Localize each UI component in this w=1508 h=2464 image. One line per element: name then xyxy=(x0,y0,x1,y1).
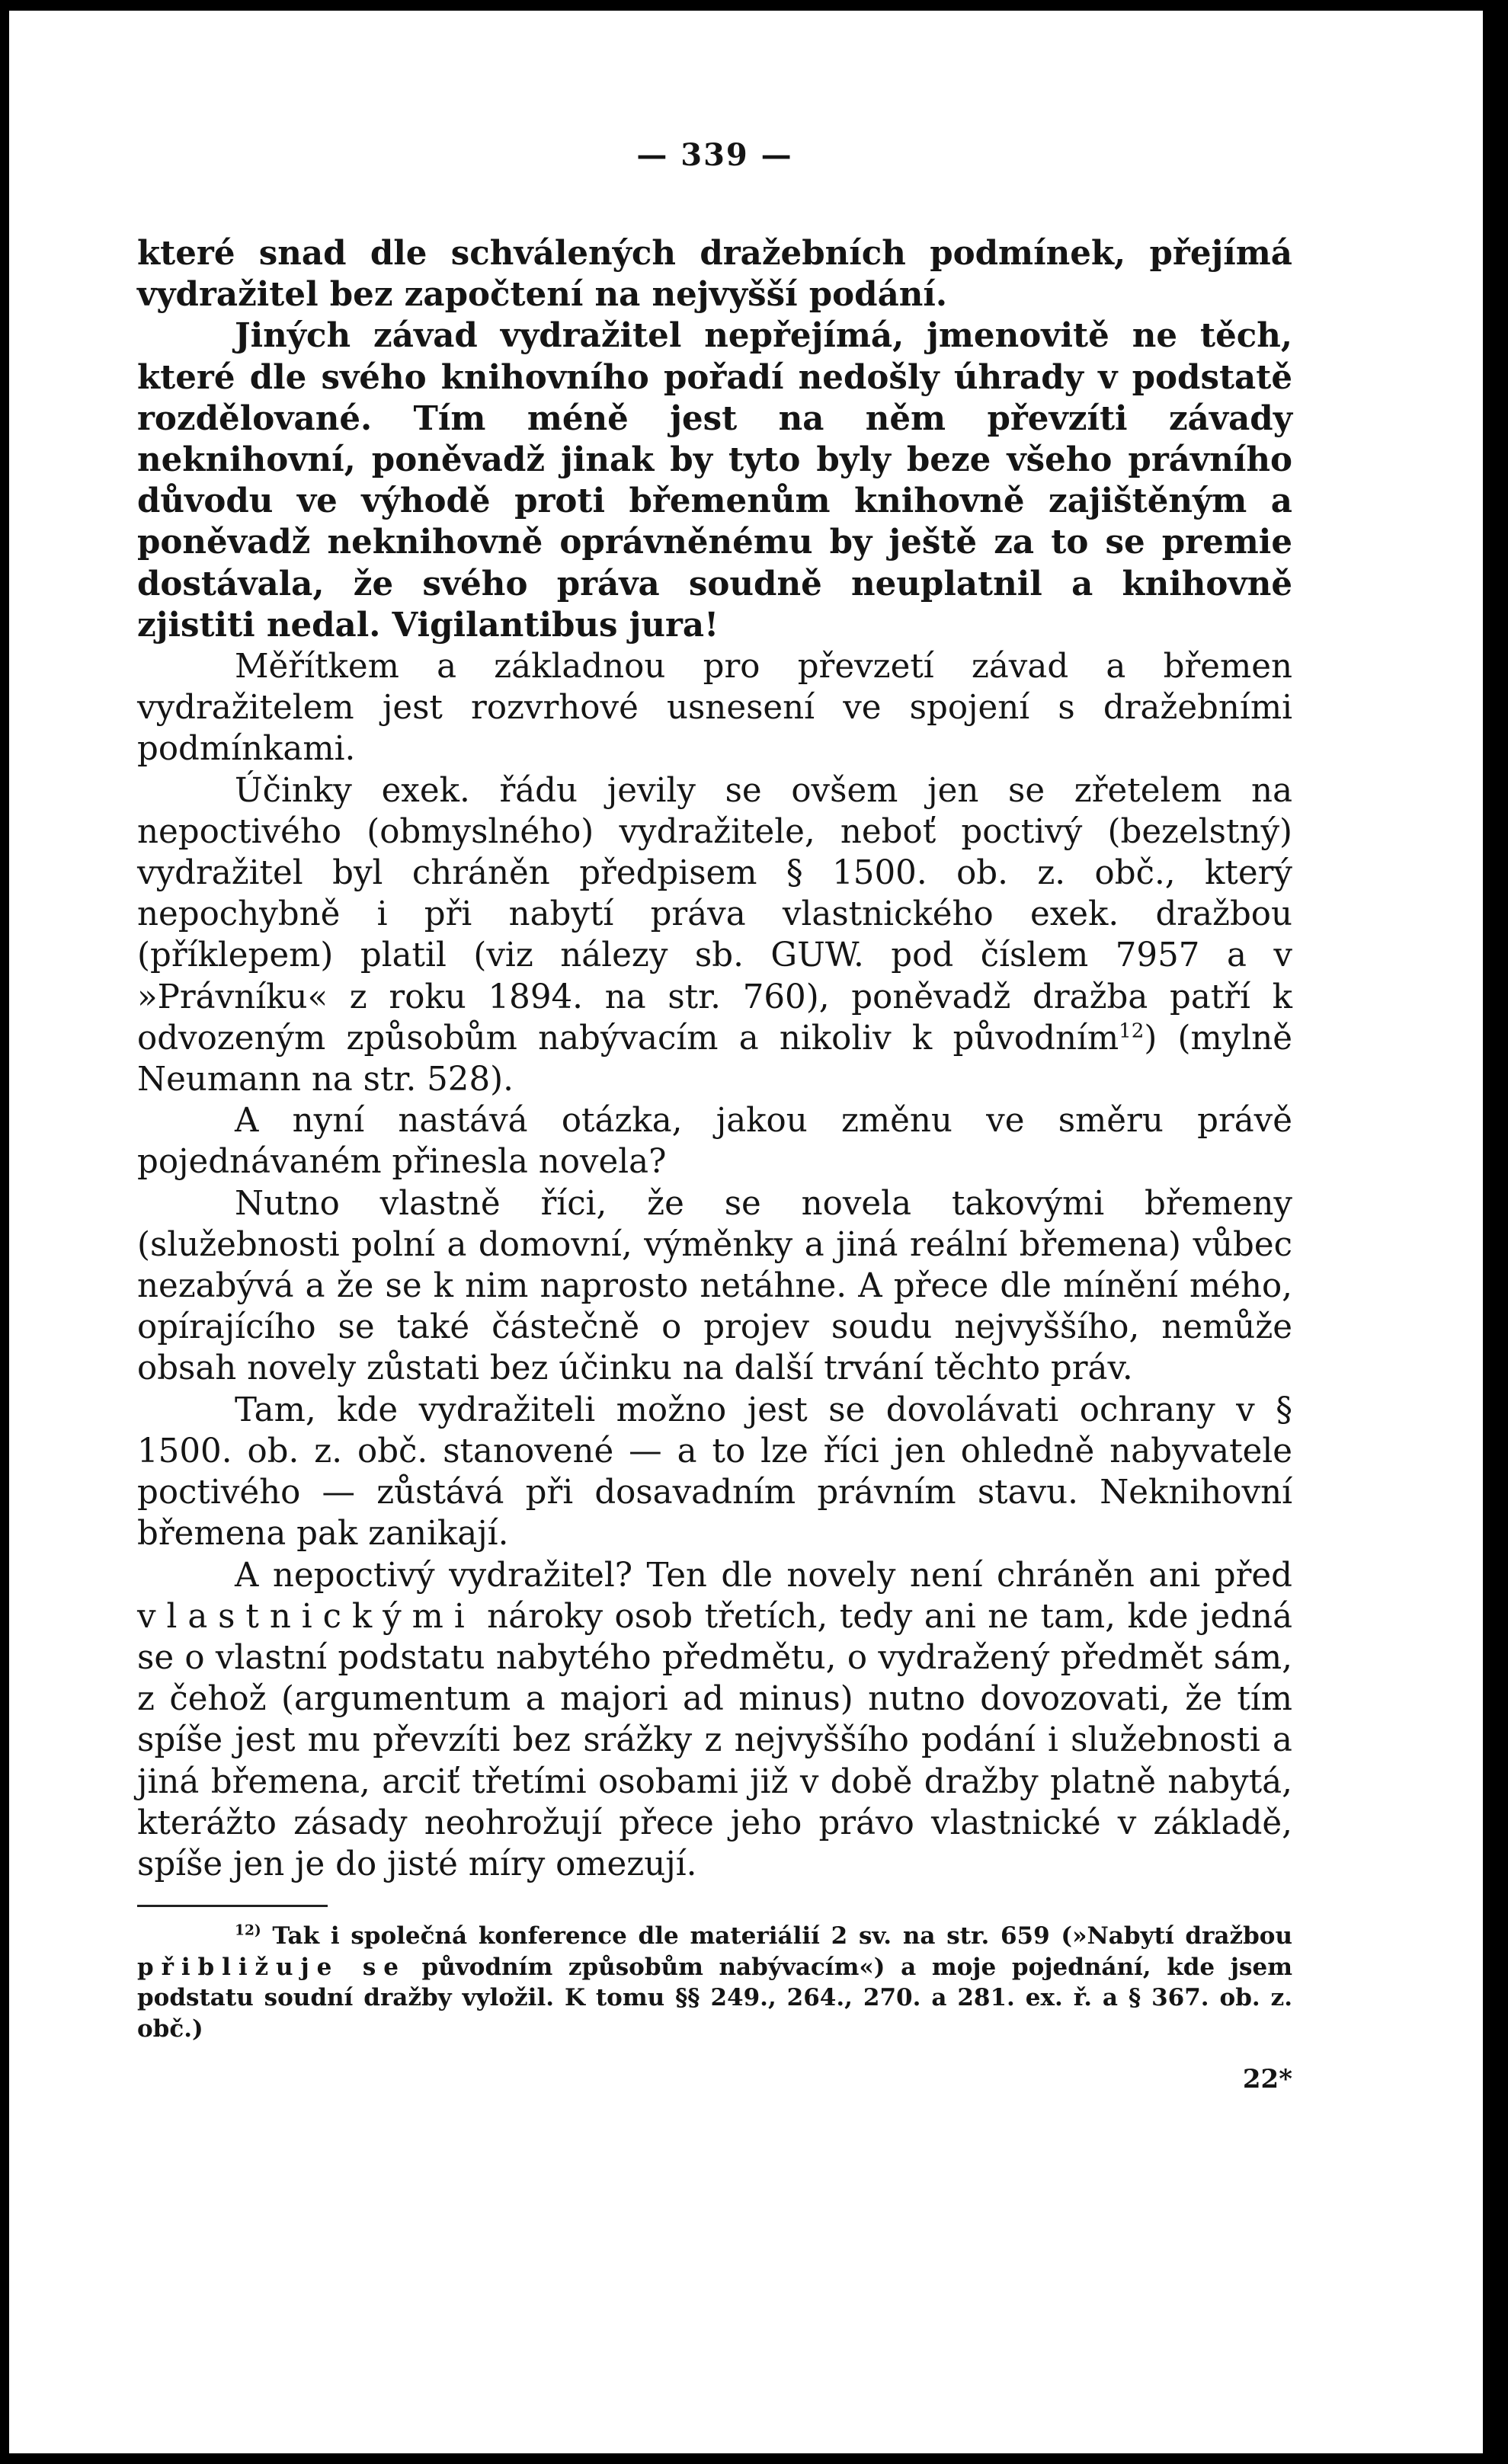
footnote-text-b: původním způsobům nabývacím«) a moje pojednání, kde jsem podstatu soudní dražby vyložil. K tomu §§ 249., 264., 270. a 281. ex. ř. a § 367. ob. z. obč.) xyxy=(137,1953,1292,2043)
footnote-rule xyxy=(137,1905,328,1907)
paragraph-5: A nyní nastává otázka, jakou změnu ve směru právě pojednávaném přinesla novela? xyxy=(137,1102,1292,1182)
body-text xyxy=(137,233,1292,1885)
paragraph-8-text-a: A nepoctivý vydražitel? Ten dle novely není chráněn ani před xyxy=(235,1556,1292,1595)
footnote-mark: 12) xyxy=(235,1922,261,1939)
footnote-ref-mark: 12 xyxy=(1119,1019,1145,1043)
footnote-text-a: Tak i společná konference dle materiálií 2 sv. na str. 659 (»Nabytí dražbou xyxy=(261,1922,1292,1950)
paragraph-4 xyxy=(137,770,1292,1101)
signature-mark: 22* xyxy=(1242,2064,1292,2095)
paragraph-6: Nutno vlastně říci, že se novela takovými břemeny (služebnosti polní a domovní, výměnky a jiná reální břemena) vůbec nezabývá a že se k nim naprosto netáhne. A přece dle mínění mého, opírajícího se také částečně o projev soudu nejvyššího, nemůže obsah novely zůstati bez účinku na další trvání těchto práv. xyxy=(137,1184,1292,1388)
paragraph-1: které snad dle schválených dražebních podmínek, přejímá vydražitel bez započtení na nejvyšší podání. xyxy=(137,234,1292,315)
paragraph-2: Jiných závad vydražitel nepřejímá, jmenovitě ne těch, které dle svého knihovního pořadí nedošly úhrady v podstatě rozdělované. Tím méně jest na něm převzíti závady neknihovní, poněvadž jinak by tyto byly beze všeho právního důvodu ve výhodě proti břemenům knihovně zajištěným a poněvadž neknihovně oprávněnému by ještě za to se premie dostávala, že svého práva soudně neuplatnil a knihovně zjistiti nedal. Vigilantibus jura! xyxy=(137,316,1292,645)
paragraph-7: Tam, kde vydražiteli možno jest se dovolávati ochrany v § 1500. ob. z. obč. stanovené — a to lze říci jen ohledně nabyvatele poctivého — zůstává při dosavadním právním stavu. Neknihovní břemena pak zanikají. xyxy=(137,1390,1292,1554)
paragraph-4-tail: ) (mylně Neumann na str. 528). xyxy=(137,1019,1292,1099)
paragraph-3: Měřítkem a základnou pro převzetí závad a břemen vydražitelem jest rozvrhové usnesení ve spojení s dražebními podmínkami. xyxy=(137,648,1292,769)
footnotes xyxy=(137,1921,1292,2044)
paragraph-8-text-b: nároky osob třetích, tedy ani ne tam, kde jedná se o vlastní podstatu nabytého předmětu, o vydražený předmět sám, z čehož (argumentum a majori ad minus) nutno dovozovati, že tím spíše jest mu převzíti bez srážky z nejvyššího podání i služebnosti a jiná břemena, arciť třetími osobami již v době dražby platně nabytá, kterážto zásady neohrožují přece jeho právo vlastnické v základě, spíše jen je do jisté míry omezují. xyxy=(137,1597,1293,1883)
paragraph-8 xyxy=(137,1555,1292,1886)
scan-edge xyxy=(1483,0,1508,2464)
paragraph-8-spaced: vlastnickými xyxy=(137,1597,475,1636)
footnote-12 xyxy=(137,1921,1292,2044)
paragraph-4-text: Účinky exek. řádu jevily se ovšem jen se zřetelem na nepoctivého (obmyslného) vydražitele, neboť poctivý (bezelstný) vydražitel byl chráněn předpisem § 1500. ob. z. obč., který nepochybně i při nabytí práva vlastnického exek. dražbou (příklepem) platil (viz nálezy sb. GUW. pod číslem 7957 a v »Právníku« z roku 1894. na str. 760), poněvadž dražba patří k odvozeným způsobům nabývacím a nikoliv k původním xyxy=(137,771,1292,1058)
page-number: — 339 — xyxy=(636,137,793,173)
text-column xyxy=(137,137,1293,2095)
footnote-spaced: přibližuje se xyxy=(137,1953,406,1981)
